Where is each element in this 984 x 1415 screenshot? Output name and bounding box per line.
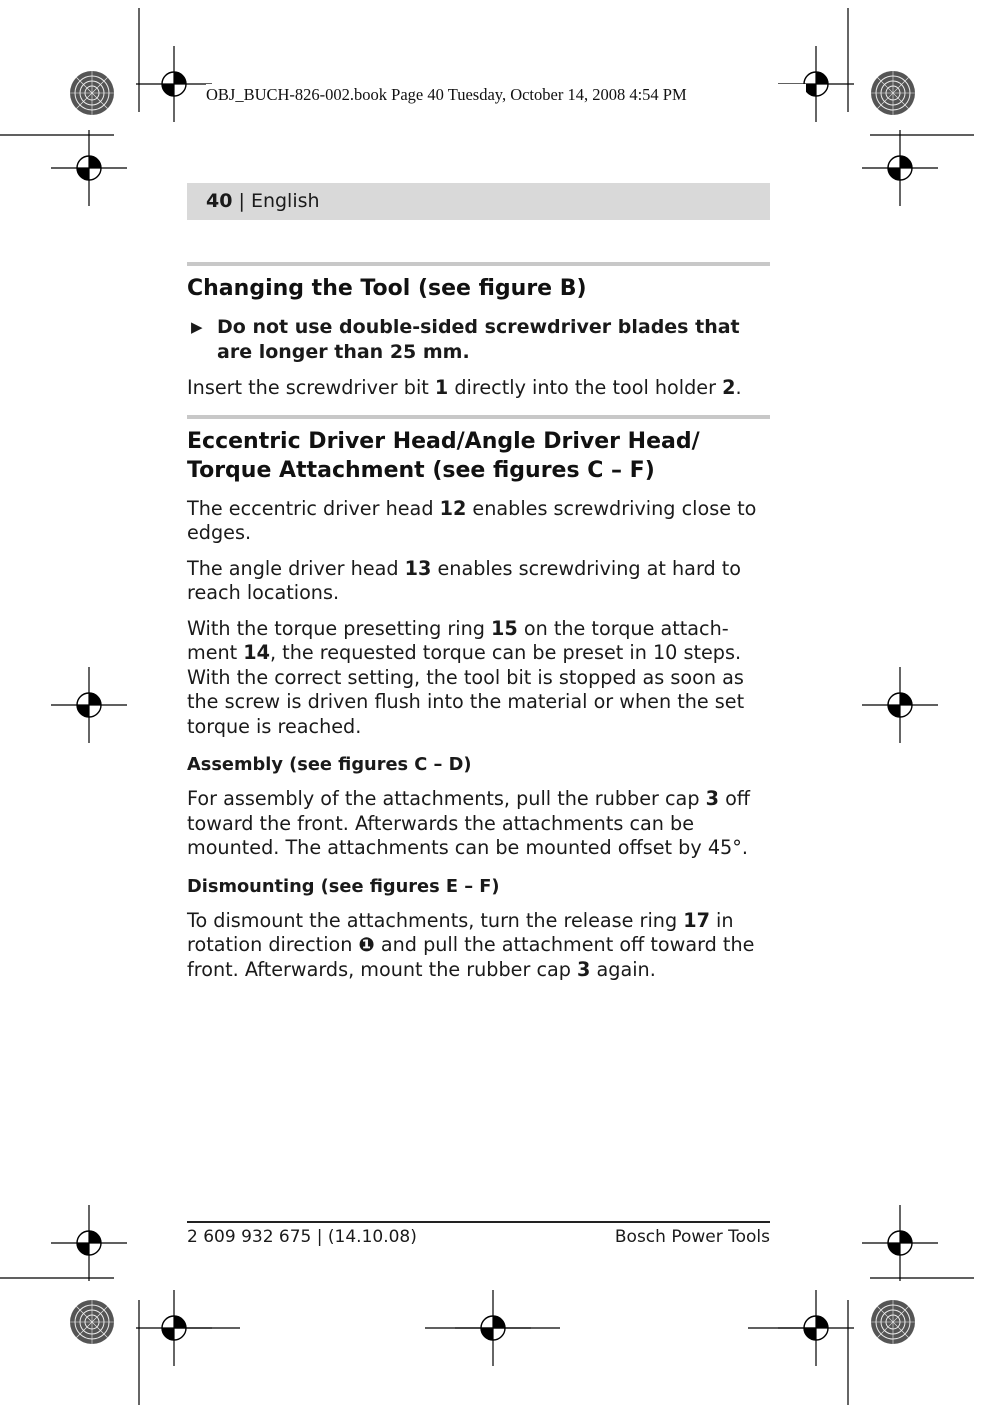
paragraph: Insert the screwdriver bit 1 directly into the tool holder 2. [187,376,742,399]
registration-crosshair-icon [51,1205,127,1281]
subsection-title-dismounting: Dismounting (see figures E – F) [187,875,500,897]
registration-target-icon [70,71,114,115]
registration-crosshair-icon [862,667,938,743]
paragraph: The eccentric driver head 12 enables screwdriving close to edges. [187,496,757,544]
triangle-bullet-icon: ▶ [191,318,203,336]
header-language: English [250,190,320,212]
footer-rule [187,1221,770,1223]
section-divider [187,415,770,419]
subsection-title-assembly: Assembly (see figures C – D) [187,754,472,775]
registration-target-icon [871,1300,915,1344]
section-divider [187,262,770,266]
footer-doc-number: 2 609 932 675 | (14.10.08) [187,1227,417,1247]
registration-crosshair-icon [51,130,127,206]
registration-crosshair-icon [862,130,938,206]
paragraph: The angle driver head 13 enables screwdriving at hard to reach locations. [187,556,742,604]
warning-text: Do not use double-sided screwdriver blades that are longer than 25 mm. [217,316,740,363]
main-content [187,262,770,993]
rotation-direction-icon: ❶ [358,933,375,956]
registration-crosshair-icon [136,46,212,122]
print-info-line: OBJ_BUCH-826-002.book Page 40 Tuesday, October 14, 2008 4:54 PM [206,84,806,106]
registration-crosshair-icon [51,667,127,743]
warning-note [187,315,770,365]
registration-target-icon [871,71,915,115]
paragraph: For assembly of the attachments, pull the rubber cap 3 off toward the front. Afterwards the attachments can be mounted. The attachments can be mounted offset by 45°. [187,787,751,859]
page-header [187,183,770,220]
paragraph: To dismount the attachments, turn the release ring 17 in rotation direction ❶ and pull the attachment off toward the front. Afterwards, mount the rubber cap 3 again. [187,908,755,981]
paragraph: With the torque presetting ring 15 on the torque attach-ment 14, the requested torque can be preset in 10 steps. With the correct setting, the tool bit is stopped as soon as the screw is driven flush into the material or when the set torque is reached. [187,616,745,738]
page-number: 40 [206,190,233,212]
registration-crosshair-icon [862,1205,938,1281]
header-separator: | [232,190,251,212]
registration-target-icon [70,1300,114,1344]
footer-brand: Bosch Power Tools [614,1227,770,1247]
section-title-heads: Eccentric Driver Head/Angle Driver Head/ Torque Attachment (see figures C – F) [187,428,700,483]
section-title-tool: Changing the Tool (see figure B) [187,276,587,301]
